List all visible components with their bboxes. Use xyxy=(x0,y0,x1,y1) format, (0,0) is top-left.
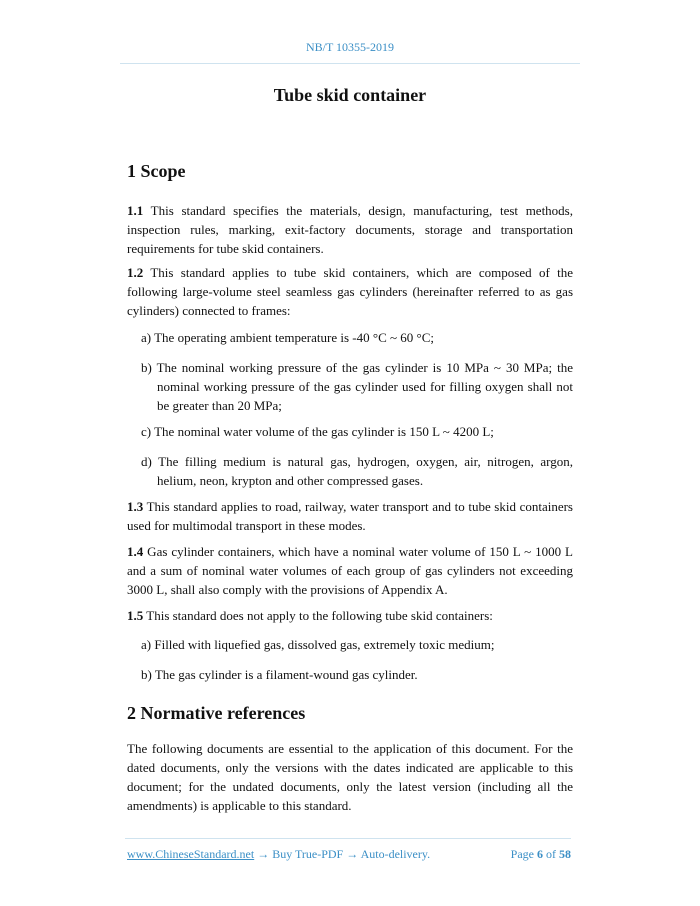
header-divider xyxy=(120,63,580,64)
section-heading-scope: 1 Scope xyxy=(127,161,186,181)
website-link[interactable]: www.ChineseStandard.net xyxy=(127,847,255,861)
clause-text: This standard applies to road, railway, water transport and to tube skid containers used for multimodal transport in these modes. xyxy=(127,499,573,533)
clause-1-4 xyxy=(127,542,573,599)
list-item: d) The filling medium is natural gas, hydrogen, oxygen, air, nitrogen, argon, helium, neon, krypton and other compressed gases. xyxy=(141,454,573,488)
page-indicator xyxy=(511,847,571,862)
footer-divider xyxy=(125,838,571,839)
header-doc-id: NB/T 10355-2019 xyxy=(305,40,395,54)
clause-number: 1.2 xyxy=(127,265,144,280)
document-body xyxy=(127,160,573,815)
list-item: a) Filled with liquefied gas, dissolved gas, extremely toxic medium; xyxy=(141,637,495,652)
clause-1-3 xyxy=(127,497,573,535)
clause-number: 1.4 xyxy=(127,544,144,559)
page-title: Tube skid container xyxy=(273,85,427,105)
clause-number: 1.3 xyxy=(127,499,144,514)
clause-text: This standard applies to tube skid containers, which are composed of the following large-volume steel seamless gas cylinders (hereinafter referred to as gas cylinders) connected to frames: xyxy=(127,265,573,318)
clause-number: 1.1 xyxy=(127,203,144,218)
clause-number: 1.5 xyxy=(127,608,144,623)
footer-promo-text: → Buy True-PDF → Auto-delivery. xyxy=(254,847,431,861)
list-item: c) The nominal water volume of the gas cylinder is 150 L ~ 4200 L; xyxy=(141,424,494,439)
clause-1-5 xyxy=(127,606,573,625)
footer-promo xyxy=(127,847,430,862)
footer xyxy=(127,847,571,862)
clause-text: This standard specifies the materials, design, manufacturing, test methods, inspection rules, marking, exit-factory documents, storage and transportation requirements for tube skid containers. xyxy=(127,203,573,256)
clause-text: This standard does not apply to the following tube skid containers: xyxy=(143,608,493,623)
total-pages: 58 xyxy=(559,847,571,861)
normative-references-text: The following documents are essential to the application of this document. For the dated documents, only the versions with the dates indicated are applicable to this document; for the undated documents, only the latest version (including all the amendments) is applicable to this standard. xyxy=(127,741,573,813)
section-heading-normative-references: 2 Normative references xyxy=(127,703,306,723)
current-page: 6 xyxy=(537,847,543,861)
clause-text: Gas cylinder containers, which have a nominal water volume of 150 L ~ 1000 L and a sum of nominal water volumes of each group of gas cylinders not exceeding 3000 L, shall also comply with the provisions of Appendix A. xyxy=(127,544,573,597)
of-label: of xyxy=(543,847,559,861)
page-label: Page xyxy=(510,847,537,861)
list-item: a) The operating ambient temperature is -40 °C ~ 60 °C; xyxy=(141,330,435,345)
list-item: b) The gas cylinder is a filament-wound gas cylinder. xyxy=(141,667,418,682)
clause-1-2 xyxy=(127,263,573,320)
clause-1-1 xyxy=(127,201,573,258)
list-item: b) The nominal working pressure of the gas cylinder is 10 MPa ~ 30 MPa; the nominal working pressure of the gas cylinder used for filling oxygen shall not be greater than 20 MPa; xyxy=(141,360,573,413)
